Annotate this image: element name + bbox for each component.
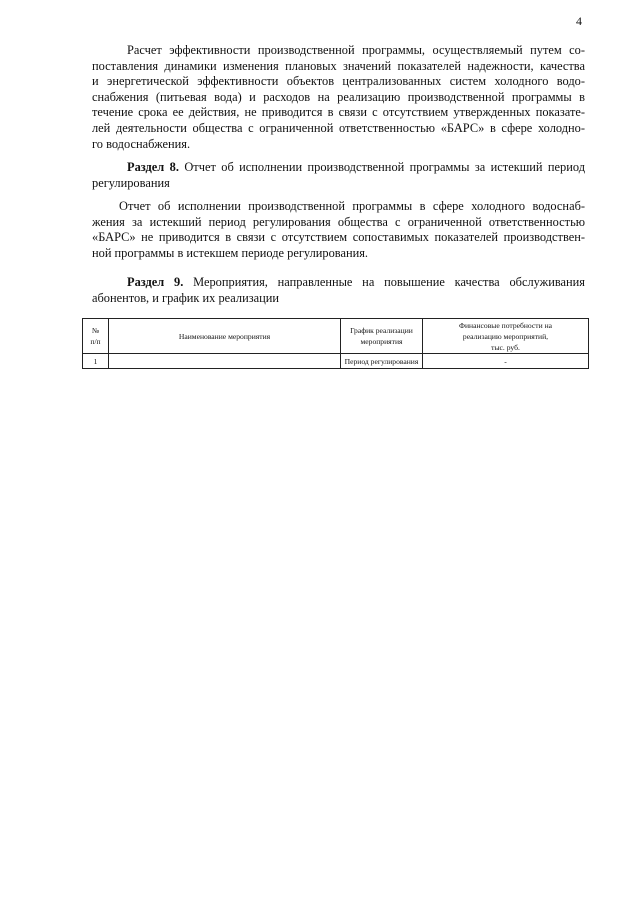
paragraph-line: снабжения (питьевая вода) и расходов на реализацию производственной программы в [92, 89, 585, 104]
section-title-text: Отчет об исполнении производственной программы за истекший период [184, 160, 586, 174]
section-8-heading [92, 160, 585, 191]
section-9-heading [92, 275, 585, 306]
table-cell-activity-name [109, 354, 341, 369]
paragraph-line: Отчет об исполнении производственной программы в сфере холодного водоснаб- [119, 199, 585, 213]
page-number: 4 [576, 14, 582, 28]
table-row [83, 354, 589, 369]
section-number: Раздел 9. [127, 275, 184, 289]
table-header-row [83, 319, 589, 354]
section-heading-line: регулирования [92, 175, 170, 190]
paragraph-line: «БАРС» не приводится в связи с отсутствием сопоставимых показателей производствен- [92, 230, 585, 245]
header-line: мероприятия [360, 337, 403, 346]
paragraph-line: жения за истекший период регулирования общества с ограниченной ответственностью [92, 214, 585, 229]
activities-table [82, 318, 589, 369]
table-cell-financial-needs: - [423, 354, 589, 369]
paragraph-execution-report [92, 199, 585, 261]
table-cell-schedule: Период регулирования [341, 354, 423, 369]
header-line: п/п [90, 337, 101, 346]
header-line: График реализации [350, 326, 413, 335]
table-header-number [83, 319, 109, 354]
section-number: Раздел 8. [127, 160, 179, 174]
paragraph-line: течение срока ее действия, не приводится в связи с отсутствием утвержденных показате- [92, 105, 585, 120]
paragraph-line: Расчет эффективности производственной программы, осуществляемый путем со- [127, 43, 585, 57]
paragraph-efficiency-calculation [92, 43, 585, 152]
header-line: Финансовые потребности на [458, 320, 553, 330]
header-line: № [91, 326, 100, 335]
section-heading-line [92, 275, 585, 291]
table-header-activity-name [109, 319, 341, 354]
table-header-financial-needs [423, 319, 589, 354]
paragraph-line: ной программы в истекшем периоде регулирования. [92, 245, 369, 260]
paragraph-line: лей деятельности общества с ограниченной ответственностью «БАРС» в сфере холодно- [92, 120, 585, 135]
section-title-text: Мероприятия, направленные на повышение качества обслуживания [193, 275, 585, 289]
paragraph-line: поставления динамики изменения плановых значений показателей надежности, качества [92, 58, 585, 73]
section-heading-line [92, 160, 585, 176]
paragraph-line: го водоснабжения. [92, 136, 191, 151]
header-line: тыс. руб. [491, 342, 520, 352]
paragraph-line: и энергетической эффективности объектов централизованных систем холодного водо- [92, 74, 585, 89]
table-header-schedule [341, 319, 423, 354]
section-heading-line: абонентов, и график их реализации [92, 290, 280, 305]
header-line: реализацию мероприятий, [462, 331, 549, 341]
header-line: Наименование мероприятия [178, 331, 271, 341]
table-cell-number: 1 [83, 354, 109, 369]
